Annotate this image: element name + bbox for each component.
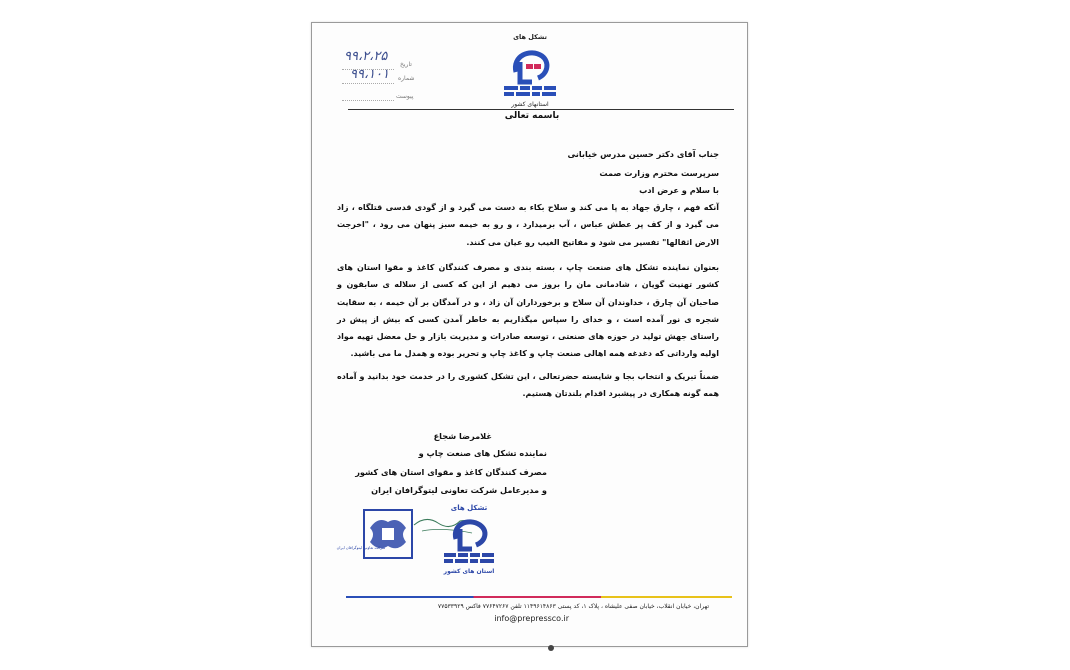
logo-emblem-icon <box>490 42 570 104</box>
recipient-name: جناب آقای دکتر حسین مدرس خیابانی <box>567 149 719 159</box>
footer-address: تهران، خیابان انقلاب، خیابان صفی علیشاه ، پلاک ۱، کد پستی ۱۱۴۹۶۱۴۸۶۳ تلفن ۷۷۶۴۷۲۶۷ فاکس ۷۷۵۳۳۹۲۹ <box>437 603 709 610</box>
letter-page <box>311 22 748 647</box>
recipient-title: سرپرست محترم وزارت صمت <box>599 168 719 178</box>
coop-stamp-icon <box>362 508 414 560</box>
body-paragraph-2: بعنوان نماینده تشکل های صنعت چاپ ، بسته بندی و مصرف کنندگان کاغذ و مقوا استان های کشور تهنیت گویان ، شادمانی مان را بروز می دهیم از این که کسی از سلاله ی سابقون و صاحبان آن چارق ، خداوندان آن سلاح و برخورداران آن زاد ، و در آمدگان بر آن خیمه ، به سقایت شجره ی نور آمده است ، و خدای را سپاس میگذاریم به خاطر آمدن کسی که بیش از پیش در راستای جهش تولید در حوزه های صنعتی ، توسعه صادرات و مدیریت بازار و حل معضل تهیه مواد اولیه وارداتی که دغدغه همه اهالی صنعت چاپ و کاغذ چاپ و تحریر بوده و همدل ما می باشید. <box>337 263 719 359</box>
org-logo <box>490 33 570 109</box>
org-stamp <box>434 504 504 578</box>
coop-stamp-text: شرکت تعاونی لیتوگرافان ایران <box>336 545 386 550</box>
footer-color-bar <box>346 596 732 598</box>
logo-top-text: تشکل های <box>513 33 547 41</box>
date-line <box>342 69 394 70</box>
greeting: با سلام و عرض ادب <box>639 185 719 195</box>
date-label: تاریخ <box>400 61 412 68</box>
attachment-line <box>342 100 394 101</box>
number-label: شماره <box>398 75 415 82</box>
header-divider <box>348 109 734 110</box>
body-paragraph-1: آنکه فهم ، چارق جهاد به پا می کند و سلاح بکاء به دست می گیرد و از گودی قدسی قتلگاه ، زاد می گیرد و از کف پر عطش عباس ، آب برمیدارد ، و رو به خیمه سبز پنهان می رود ، "اخرجت الارض اثقالها" تفسیر می شود و مفاتیح الغیب رو عیان می کنند. <box>337 203 719 247</box>
stamp-top-text: تشکل های <box>450 504 488 512</box>
signer-title-3: و مدیرعامل شرکت تعاونی لیتوگرافان ایران <box>371 485 547 495</box>
logo-bottom-text: استانهای کشور <box>511 101 549 108</box>
stamp-emblem-icon <box>434 513 504 569</box>
signer-name: غلامرضا شجاع <box>433 431 492 441</box>
handwritten-number: ۹۹،۱۰۱ <box>350 67 390 82</box>
body-paragraph-3: ضمناً تبریک و انتخاب بجا و شایسته حضرتعالی ، این تشکل کشوری را در خدمت خود بدانید و آماده همه گونه همکاری در پیشبرد اقدام بلندتان هستیم. <box>337 372 719 399</box>
binder-hole <box>548 645 554 651</box>
basmala-heading: باسمه تعالی <box>504 111 560 121</box>
handwritten-date: ۹۹،۲،۲۵ <box>344 49 388 64</box>
stamp-bottom-text: استان های کشور <box>443 568 495 575</box>
attachment-label: پیوست <box>396 93 414 100</box>
signer-title-1: نماینده تشکل های صنعت چاپ و <box>418 448 547 458</box>
footer-email: info@prepressco.ir <box>494 614 569 623</box>
signer-title-2: مصرف کنندگان کاغذ و مقوای استان های کشور <box>355 467 547 477</box>
number-line <box>342 83 394 84</box>
